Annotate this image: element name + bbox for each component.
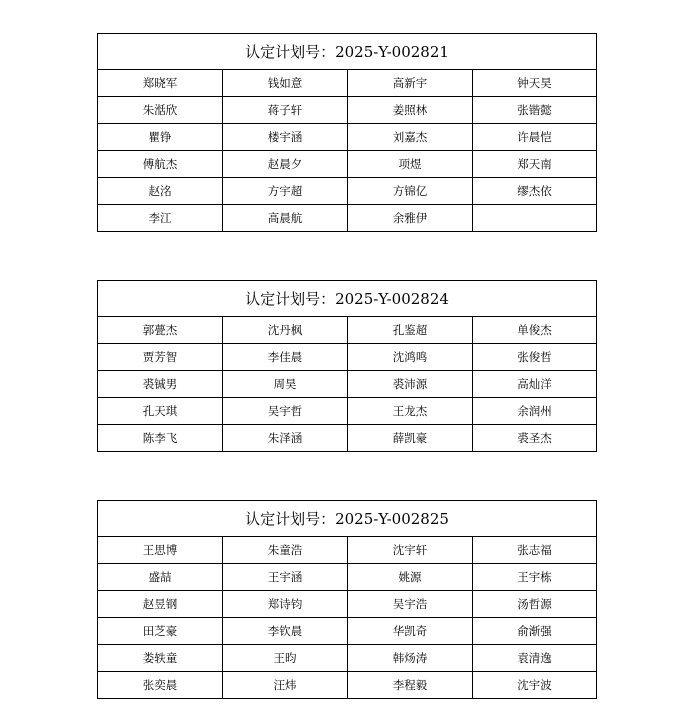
table-row (98, 205, 597, 232)
table-row (98, 564, 597, 591)
name-cell: 蒋子轩 (223, 97, 348, 124)
name-cell: 娄轶童 (98, 645, 223, 672)
table-row (98, 97, 597, 124)
table-row (98, 398, 597, 425)
name-cell: 郭甍杰 (98, 317, 223, 344)
name-cell: 陈李飞 (98, 425, 223, 452)
name-cell: 张志福 (473, 537, 597, 564)
plan-title-row (98, 34, 597, 70)
name-cell: 王思博 (98, 537, 223, 564)
name-cell: 孔鉴超 (348, 317, 473, 344)
name-cell: 高晨航 (223, 205, 348, 232)
table-row (98, 70, 597, 97)
name-cell: 张俊哲 (473, 344, 597, 371)
name-cell: 傅航杰 (98, 151, 223, 178)
name-cell: 高新宇 (348, 70, 473, 97)
name-cell: 裘沛源 (348, 371, 473, 398)
name-cell: 赵晨夕 (223, 151, 348, 178)
plan-title-row (98, 501, 597, 537)
plan-table-1 (97, 33, 597, 232)
name-cell: 张奕晨 (98, 672, 223, 699)
table-row (98, 151, 597, 178)
table-row (98, 672, 597, 699)
plan-title-row (98, 281, 597, 317)
name-cell: 汤哲源 (473, 591, 597, 618)
name-cell: 李佳晨 (223, 344, 348, 371)
name-cell: 王宇涵 (223, 564, 348, 591)
name-cell: 盛喆 (98, 564, 223, 591)
table-row (98, 425, 597, 452)
name-cell: 余润州 (473, 398, 597, 425)
table-row (98, 124, 597, 151)
table-row (98, 344, 597, 371)
name-cell: 赵洺 (98, 178, 223, 205)
table-row (98, 645, 597, 672)
name-cell: 汪炜 (223, 672, 348, 699)
name-cell: 沈宇波 (473, 672, 597, 699)
plan-table-3 (97, 500, 597, 699)
name-cell: 瞿铮 (98, 124, 223, 151)
name-cell: 郑诗钧 (223, 591, 348, 618)
name-cell: 高灿洋 (473, 371, 597, 398)
plan-table-body (98, 281, 597, 452)
name-cell: 周昊 (223, 371, 348, 398)
name-cell (473, 205, 597, 232)
name-cell: 项煜 (348, 151, 473, 178)
name-cell: 郑天南 (473, 151, 597, 178)
name-cell: 刘嘉杰 (348, 124, 473, 151)
table-row (98, 591, 597, 618)
name-cell: 楼宇涵 (223, 124, 348, 151)
table-row (98, 317, 597, 344)
table-row (98, 537, 597, 564)
name-cell: 姚源 (348, 564, 473, 591)
name-cell: 许晨恺 (473, 124, 597, 151)
name-cell: 贾芳智 (98, 344, 223, 371)
name-cell: 李程毅 (348, 672, 473, 699)
name-cell: 俞渐强 (473, 618, 597, 645)
name-cell: 余雅伊 (348, 205, 473, 232)
name-cell: 朱湉欣 (98, 97, 223, 124)
name-cell: 方宇超 (223, 178, 348, 205)
name-cell: 华凯奇 (348, 618, 473, 645)
plan-title: 认定计划号：2025-Y-002824 (98, 281, 597, 317)
name-cell: 裘圣杰 (473, 425, 597, 452)
plan-title: 认定计划号：2025-Y-002821 (98, 34, 597, 70)
plan-table-2 (97, 280, 597, 452)
plan-table-body (98, 34, 597, 232)
name-cell: 孔天琪 (98, 398, 223, 425)
name-cell: 裘铖男 (98, 371, 223, 398)
name-cell: 单俊杰 (473, 317, 597, 344)
name-cell: 朱泽涵 (223, 425, 348, 452)
name-cell: 王昀 (223, 645, 348, 672)
name-cell: 赵昱钢 (98, 591, 223, 618)
name-cell: 田芝豪 (98, 618, 223, 645)
name-cell: 李江 (98, 205, 223, 232)
name-cell: 薛凯豪 (348, 425, 473, 452)
name-cell: 郑晓军 (98, 70, 223, 97)
name-cell: 姜照林 (348, 97, 473, 124)
name-cell: 钱如意 (223, 70, 348, 97)
name-cell: 钟天昊 (473, 70, 597, 97)
name-cell: 王龙杰 (348, 398, 473, 425)
name-cell: 李钦晨 (223, 618, 348, 645)
name-cell: 吴宇浩 (348, 591, 473, 618)
name-cell: 沈宇轩 (348, 537, 473, 564)
name-cell: 方锦亿 (348, 178, 473, 205)
table-row (98, 178, 597, 205)
plan-title: 认定计划号：2025-Y-002825 (98, 501, 597, 537)
name-cell: 朱童浩 (223, 537, 348, 564)
name-cell: 韩炀涛 (348, 645, 473, 672)
table-row (98, 371, 597, 398)
table-row (98, 618, 597, 645)
name-cell: 袁清逸 (473, 645, 597, 672)
name-cell: 王宇栋 (473, 564, 597, 591)
name-cell: 吴宇哲 (223, 398, 348, 425)
name-cell: 张锴懿 (473, 97, 597, 124)
plan-table-body (98, 501, 597, 699)
name-cell: 沈鸿鸣 (348, 344, 473, 371)
name-cell: 沈丹枫 (223, 317, 348, 344)
name-cell: 缪杰依 (473, 178, 597, 205)
